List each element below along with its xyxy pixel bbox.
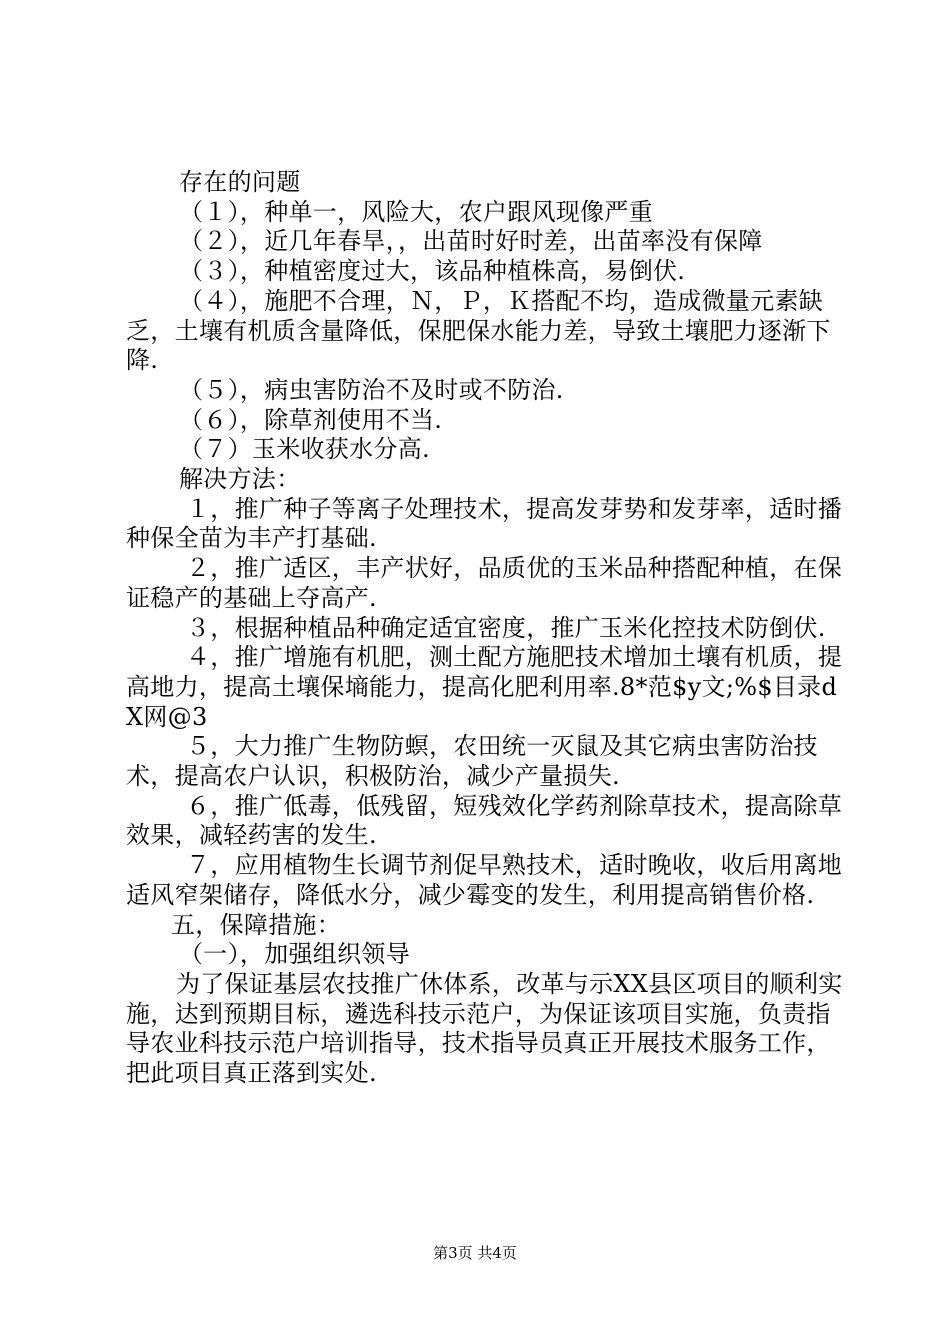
solution-item-5: ５，大力推广生物防螟，农田统一灭鼠及其它病虫害防治技术，提高农户认识，积极防治，减少产量损失. (126, 732, 818, 791)
problem-item-3: （３），种植密度过大，该品种植株高，易倒伏. (179, 257, 686, 286)
subsection-1-heading: （一），加强组织领导 (179, 940, 410, 969)
problem-item-2: （２），近几年春旱，，出苗时好时差，出苗率没有保障 (179, 227, 763, 256)
solution-item-2: ２，推广适区，丰产状好，品质优的玉米品种搭配种植，在保证稳产的基础上夺高产. (126, 554, 843, 612)
solution-item-6: ６，推广低毒，低残留，短残效化学药剂除草技术，提高除草效果，减轻药害的发生. (126, 791, 843, 850)
page-footer (0, 1243, 950, 1263)
problems-heading: 存在的问题 (179, 168, 301, 196)
document-body (126, 168, 846, 1089)
problem-item-1: （１），种单一，风险大，农户跟风现像严重 (179, 197, 653, 226)
problem-item-5: （５），病虫害防治不及时或不防治. (179, 375, 564, 404)
solution-item-3: ３，根据种植品种确定适宜密度，推广玉米化控技术防倒伏. (186, 613, 826, 642)
subsection-1-body: 为了保证基层农技推广休体系，改革与示XX县区项目的顺利实施，达到预期目标，遴选科技示范户，为保证该项目实施，负责指导农业科技示范户培训指导，技术指导员真正开展技术服务工作，把此项目真正落到实处. (126, 969, 843, 1088)
solution-item-4: ４，推广增施有机肥，测土配方施肥技术增加土壤有机质，提高地力，提高土壤保墒能力，提高化肥利用率.8*范$y文;%$目录dX网@3 (126, 643, 843, 731)
solution-item-7: ７，应用植物生长调节剂促早熟技术，适时晚收，收后用离地适风窄架储存，降低水分，减少霉变的发生，利用提高销售价格. (126, 851, 843, 909)
problem-item-4: （４），施肥不合理，Ｎ，Ｐ，Ｋ搭配不均，造成微量元素缺乏，土壤有机质含量降低，保肥保水能力差，导致土壤肥力逐渐下降. (126, 286, 831, 375)
solution-item-1: １，推广种子等离子处理技术，提高发芽势和发芽率，适时播种保全苗为丰产打基础. (126, 494, 843, 553)
problem-item-6: （６），除草剂使用不当. (179, 405, 443, 434)
section-5-heading: 五，保障措施： (171, 910, 342, 939)
problem-item-7: （７）玉米收获水分高. (179, 435, 430, 464)
page-number-label: 第3页 共4页 (433, 1244, 517, 1262)
solutions-heading: 解决方法： (179, 465, 301, 494)
